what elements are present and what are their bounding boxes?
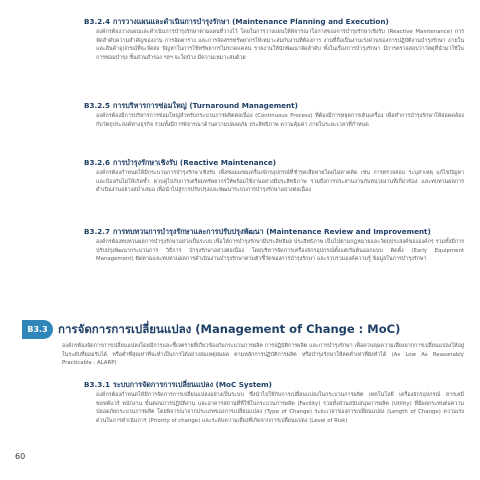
section-title: การวางแผนและดำเนินการบำรุงรักษา (Maintenance Planning and Execution) (112, 17, 389, 26)
section-number: B3.2.4 (84, 17, 110, 26)
section-number: B3.2.7 (84, 227, 110, 236)
section-number: B3.3.1 (84, 380, 110, 389)
section-number: B3.2.5 (84, 101, 110, 110)
section-b324 (84, 17, 464, 62)
section-heading (84, 158, 464, 167)
section-b331 (84, 380, 464, 425)
page-number: 60 (15, 452, 26, 461)
section-badge: B3.3 (22, 320, 53, 339)
section-heading (84, 227, 464, 236)
section-number: B3.2.6 (84, 158, 110, 167)
section-b327 (84, 227, 464, 264)
section-title: การบริหารการซ่อมใหญ่ (Turnaround Management) (112, 101, 298, 110)
section-heading (84, 17, 464, 26)
major-body: องค์กรต้องจัดการการเปลี่ยนแปลงโดยมีการและชี้เจตรายที่เกี่ยวข้องกับกระบวนการผลิต การปฏิบัติการผลิต และการบำรุงรักษา เพื่อควบคุมความเสี่ยงจากการเปลี่ยนแปลงให้อยู่ในระดับที่ยอมรับได้ หรือต่ำที่สุดเท่าที่จะทำเป็นการได้อย่างสมเหตุสมผล ตามหลักการปฏิบัติการผลิต หรือบำรุงรักษาให้ลดต่ำเท่าที่ยังทำได้ (As Low As Reasonably Practicable : ALARP) (62, 343, 464, 367)
section-heading (84, 380, 464, 389)
major-heading-b33 (22, 319, 472, 341)
section-b325 (84, 101, 464, 129)
section-body: องค์กรต้องทบทวนผลการบำรุงรักษาอย่างเป็นระบบ เพื่อให้การบำรุงรักษามีประสิทธิผล ประสิทธิภาพ เป็นไปตามกฎหมายและวัตถุประสงค์ขององค์กร รวมทั้งมีการปรับปรุงพัฒนากระบวนการ วิธีการ บำรุงรักษาอย่างต่อเนื่อง โดยบริหารจัดการเครื่องจักรอุปกรณ์ตั้งแต่เริ่มต้นออกแบบ ติดตั้ง (Early Equipment Management) ติดตามและทบทวนผลการดำเนินงานบำรุงรักษาตามตัวชี้วัดของการบำรุงรักษา และรวบรวมองค์ความรู้ ข้อมูลในการบำรุงรักษา (96, 239, 464, 263)
section-title: ระบบการจัดการการเปลี่ยนแปลง (MoC System) (112, 380, 272, 389)
major-title: การจัดการการเปลี่ยนแปลง (Management of Change : MoC) (58, 322, 401, 336)
section-heading (84, 101, 464, 110)
section-body: องค์กรต้องวางแผนและดำเนินการบำรุงรักษาตามแผนที่วางไว้ โดยในการวางแผนให้พิจารณาโอกาสของการบำรุงรักษาเชิงรับ (Reactive Maintenance) การจัดลำดับความสำคัญของงาน การจัดตาราง และการจัดสรรทรัพยากรให้เหมาะสมกับงานที่ต้องการ งานที่ถือเป็นงานเร่งด่วนของการปฏิบัติงานบำรุงรักษา ภายใน และสินค้าอุปกรณ์ที่จะจัดส่ง ปัญหาในการใช้ทรัพยากรไม่ขาดแคลน รายงานให้นักพัฒนาจัดลำดับ ทั้งในเรื่องการบำรุงรักษา มีการตรวจสอบว่าวัสดุที่นำมาใช้ในการซ่อมบำรุง ชิ้นส่วนสำรอง ฯลฯ จะใดบ้าง มีความเหมาะสมด้วย (96, 29, 464, 61)
section-title: การบำรุงรักษาเชิงรับ (Reactive Maintenance) (112, 158, 277, 167)
section-body: องค์กรต้องกำหนดให้มีการจัดการการเปลี่ยนแปลงอย่างเป็นระบบ ซึ่งนำไปใช้กับการเปลี่ยนแปลงในกระบวนการผลิต เทคโนโลยี เครื่องจักรอุปกรณ์ สารเคมี ซอฟต์แวร์ พนักงาน ขั้นตอนการปฏิบัติงาน และอาคารสถานที่ที่ใช้ในกระบวนการผลิต (Facility) รวมทั้งส่วนสนับสนุนการผลิต (Utility) ที่มีผลกระทบต่อความปลอดภัยกระบวนการผลิต โดยพิจารณาจากประเภทของการเปลี่ยนแปลง (Type of Change) ระยะเวลาของการเปลี่ยนแปลง (Length of Change) ความเร่งด่วนในการดำเนินการ (Priority of change) และระดับความเสี่ยงที่เกิดจากการเปลี่ยนแปลง (Level of Risk) (96, 392, 464, 424)
section-body: องค์กรต้องมีการบริหารการซ่อมใหญ่สำหรับกระบวนการผลิตต่อเนื่อง (Continuous Process) ที่ต้องมีการหยุดการเดินเครื่อง เพื่อทำการบำรุงรักษาให้สอดคล้องกับวัตถุประสงค์ทางธุรกิจ รวมทั้งมีการพิจารณาด้านความปลอดภัย ประสิทธิภาพ ความคุ้มค่า ภายในระยะเวลาที่กำหนด (96, 113, 464, 128)
section-title: การทบทวนการบำรุงรักษาและการปรับปรุงพัฒนา (Maintenance Review and Improvement) (112, 227, 431, 236)
section-b326 (84, 158, 464, 195)
section-body: องค์กรต้องกำหนดให้มีกระบวนการบำรุงรักษาเชิงรับ เพื่อซ่อมแซมเครื่องจักรอุปกรณ์ที่ชำรุดเสียหายโดยไม่คาดคิด เช่น การตรวจสอบ ระบุสาเหตุ แก้ไขปัญหา และป้องกันไม่ให้เกิดซ้ำ ควบคู่ไปกับการเตรียมทรัพยากรให้พร้อมใช้งานอย่างมีประสิทธิภาพ รวมถึงการประสานงานกับหน่วยงานที่เกี่ยวข้อง และทบทวนผลการดำเนินงานอย่างสม่ำเสมอ เพื่อนำไปสู่การปรับปรุงและพัฒนาระบบการบำรุงรักษาอย่างต่อเนื่อง (96, 170, 464, 194)
